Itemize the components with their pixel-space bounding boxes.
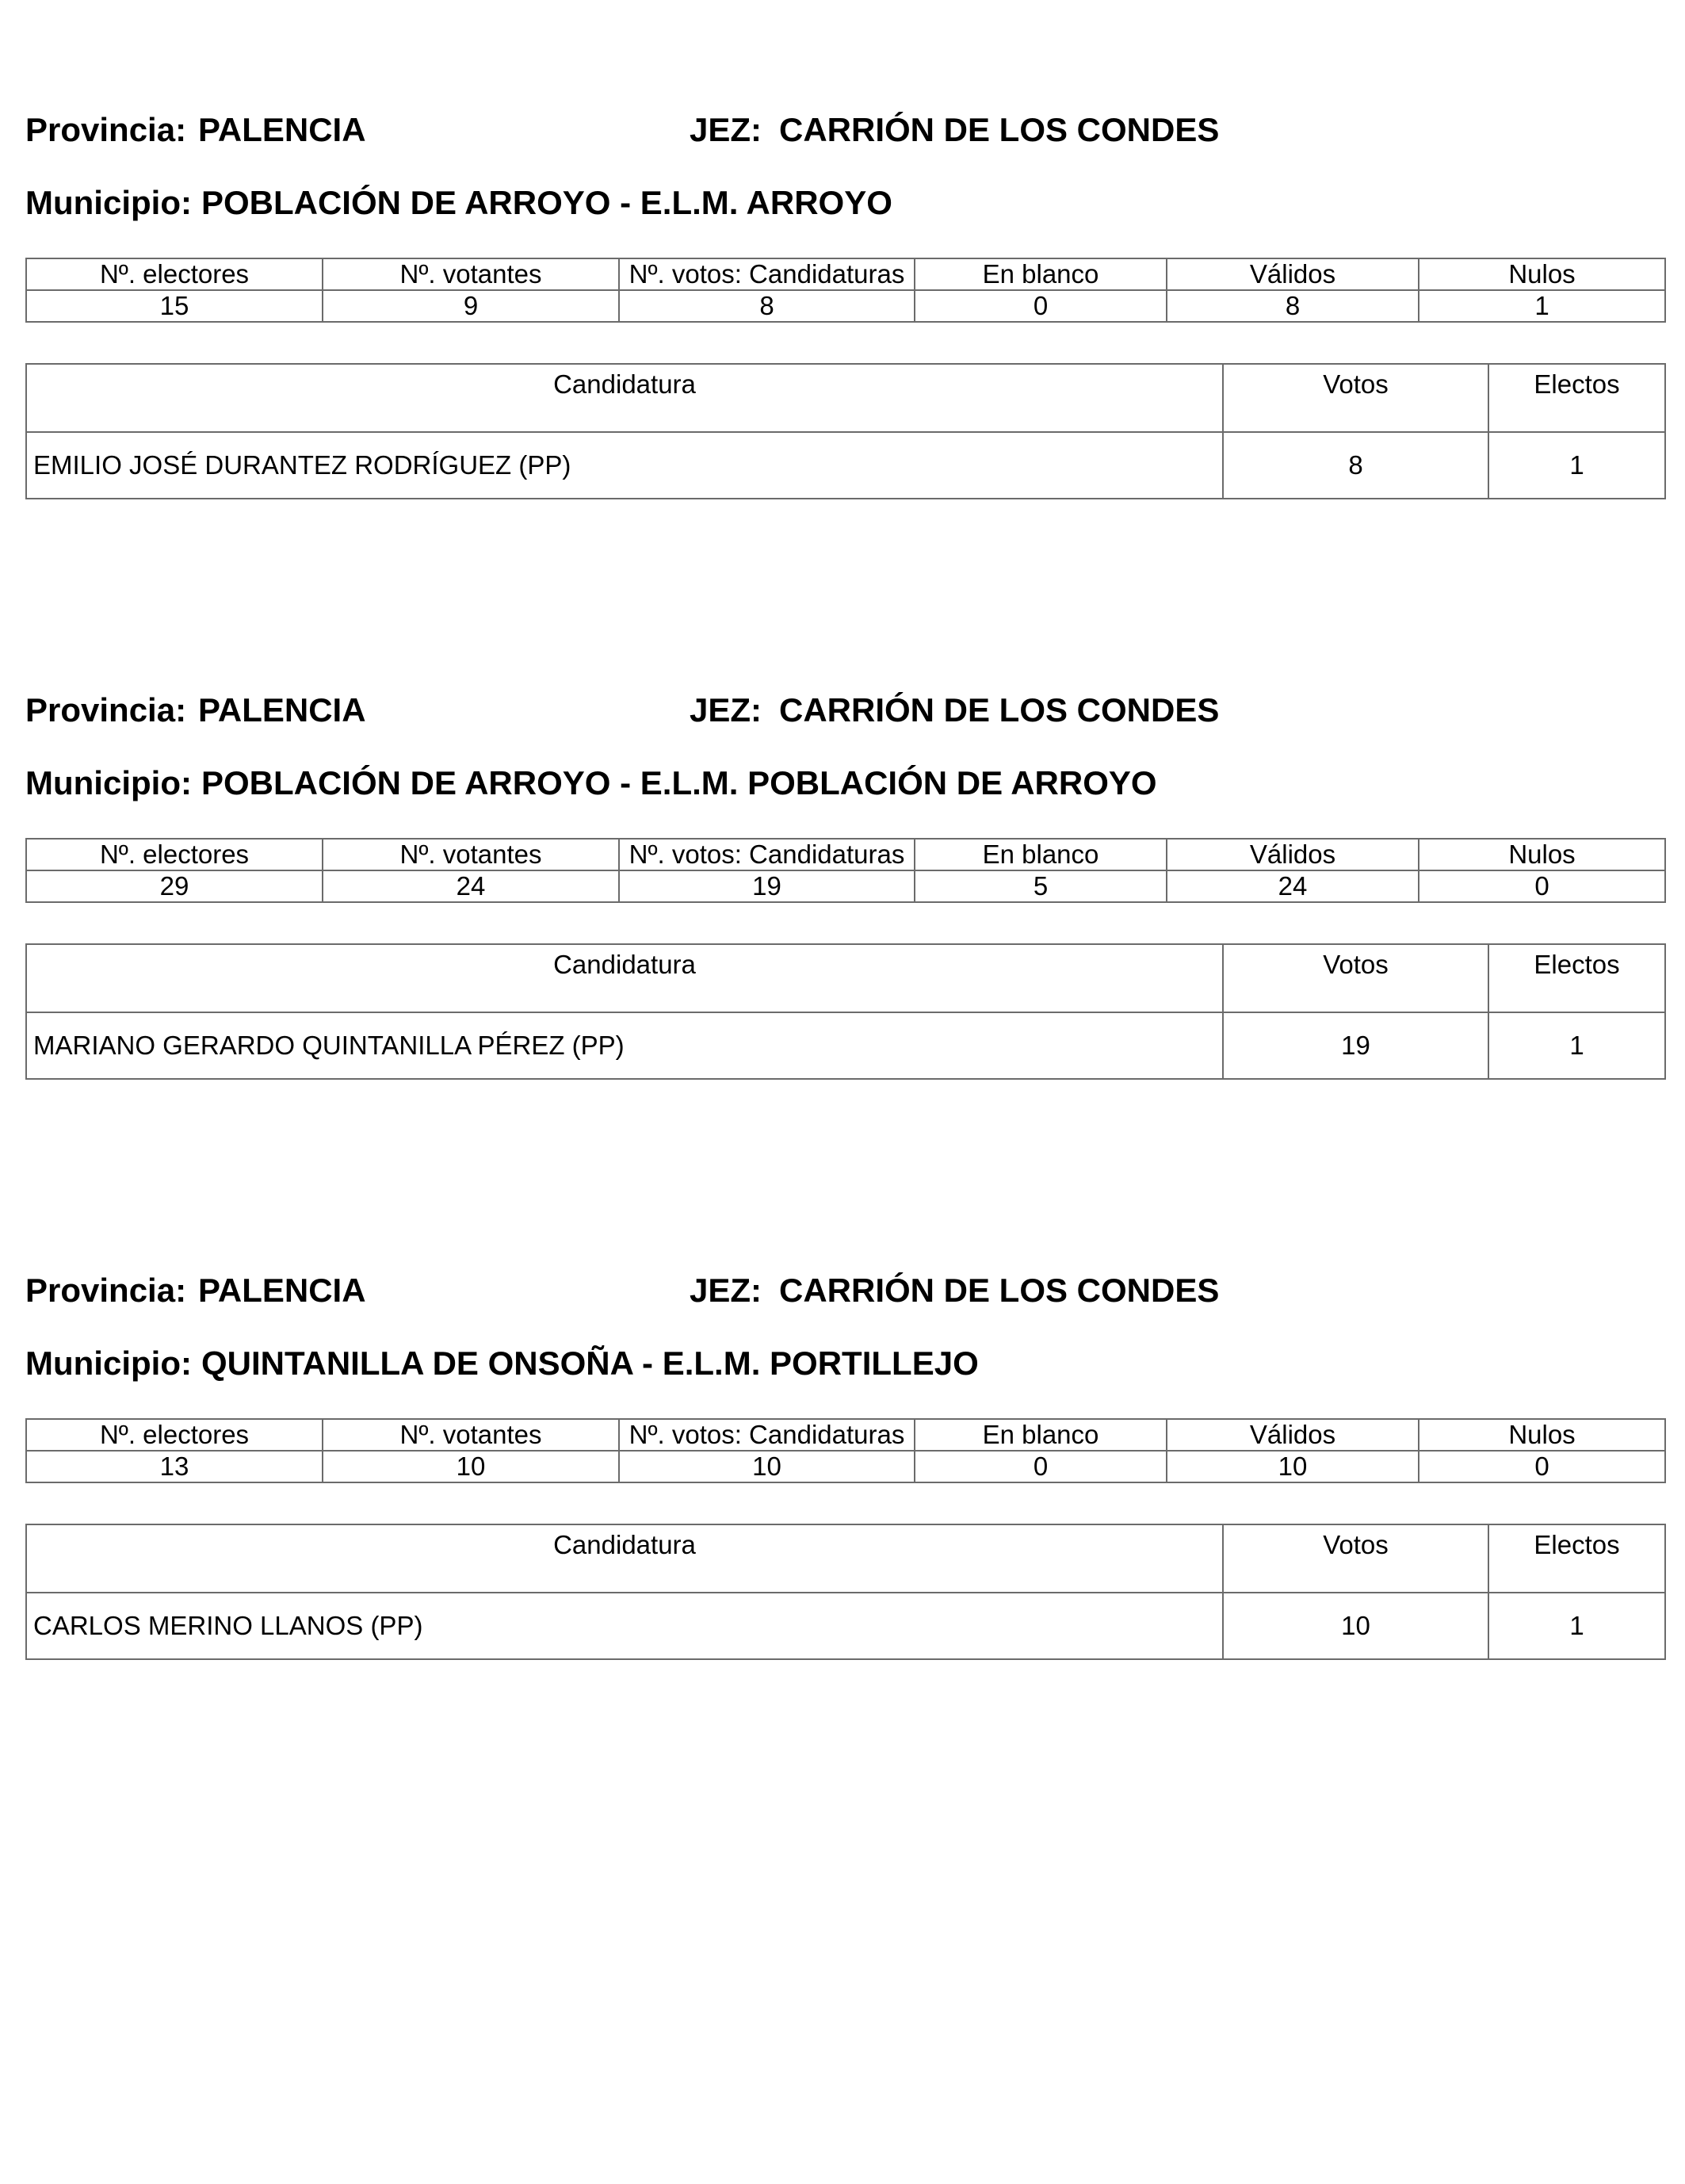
result-section-1 [25, 111, 1664, 480]
votos-header: Votos [1223, 364, 1488, 432]
provincia-value: PALENCIA [198, 111, 366, 148]
votantes-value: 9 [323, 290, 619, 322]
stats-header-row [26, 1419, 1665, 1451]
header-row [25, 1272, 1664, 1319]
electores-header: Nº. electores [26, 1419, 323, 1451]
stats-table [25, 1418, 1666, 1483]
provincia-value: PALENCIA [198, 691, 366, 729]
validos-header: Válidos [1167, 1419, 1419, 1451]
candidatura-header: Candidatura [26, 944, 1223, 1012]
municipio-row [25, 184, 892, 222]
electores-value: 29 [26, 870, 323, 902]
validos-header: Válidos [1167, 839, 1419, 870]
votos-header: Votos [1223, 1524, 1488, 1593]
electos-header: Electos [1488, 1524, 1665, 1593]
votos-candidaturas-header: Nº. votos: Candidaturas [619, 258, 915, 290]
result-section-2 [25, 691, 1664, 1060]
result-section-3 [25, 1272, 1664, 1640]
electos-header: Electos [1488, 944, 1665, 1012]
nulos-header: Nulos [1419, 839, 1665, 870]
electores-value: 15 [26, 290, 323, 322]
stats-header-row [26, 839, 1665, 870]
validos-value: 8 [1167, 290, 1419, 322]
votos-candidaturas-value: 10 [619, 1451, 915, 1482]
municipio-row [25, 1344, 979, 1383]
en-blanco-header: En blanco [915, 839, 1167, 870]
en-blanco-value: 0 [915, 1451, 1167, 1482]
provincia-label: Provincia: [25, 1272, 187, 1309]
header-row [25, 111, 1664, 159]
en-blanco-header: En blanco [915, 1419, 1167, 1451]
provincia-label: Provincia: [25, 111, 187, 148]
header-row [25, 691, 1664, 739]
votantes-header: Nº. votantes [323, 258, 619, 290]
candidate-votos: 10 [1223, 1593, 1488, 1659]
validos-header: Válidos [1167, 258, 1419, 290]
en-blanco-value: 0 [915, 290, 1167, 322]
stats-value-row [26, 1451, 1665, 1482]
jez-label: JEZ: [690, 691, 762, 729]
municipio-value: POBLACIÓN DE ARROYO - E.L.M. POBLACIÓN DE ARROYO [201, 764, 1157, 801]
provincia-value: PALENCIA [198, 1272, 366, 1309]
jez-value: CARRIÓN DE LOS CONDES [779, 691, 1220, 729]
candidate-electos: 1 [1488, 432, 1665, 499]
candidate-name: MARIANO GERARDO QUINTANILLA PÉREZ (PP) [26, 1012, 1223, 1079]
nulos-value: 0 [1419, 870, 1665, 902]
candidates-table [25, 1524, 1666, 1660]
candidates-header-row [26, 1524, 1665, 1593]
stats-table [25, 258, 1666, 323]
votos-candidaturas-header: Nº. votos: Candidaturas [619, 1419, 915, 1451]
candidate-votos: 8 [1223, 432, 1488, 499]
candidates-header-row [26, 364, 1665, 432]
electos-header: Electos [1488, 364, 1665, 432]
candidatura-header: Candidatura [26, 1524, 1223, 1593]
votos-candidaturas-value: 19 [619, 870, 915, 902]
electores-value: 13 [26, 1451, 323, 1482]
provincia-label: Provincia: [25, 691, 187, 729]
votantes-value: 24 [323, 870, 619, 902]
municipio-label: Municipio: [25, 1344, 192, 1382]
jez-label: JEZ: [690, 1272, 762, 1309]
votantes-value: 10 [323, 1451, 619, 1482]
candidate-name: CARLOS MERINO LLANOS (PP) [26, 1593, 1223, 1659]
jez-value: CARRIÓN DE LOS CONDES [779, 1272, 1220, 1309]
validos-value: 24 [1167, 870, 1419, 902]
candidate-votos: 19 [1223, 1012, 1488, 1079]
stats-value-row [26, 870, 1665, 902]
votantes-header: Nº. votantes [323, 839, 619, 870]
candidates-header-row [26, 944, 1665, 1012]
municipio-value: QUINTANILLA DE ONSOÑA - E.L.M. PORTILLEJO [201, 1344, 979, 1382]
candidate-name: EMILIO JOSÉ DURANTEZ RODRÍGUEZ (PP) [26, 432, 1223, 499]
candidate-electos: 1 [1488, 1593, 1665, 1659]
nulos-value: 0 [1419, 1451, 1665, 1482]
validos-value: 10 [1167, 1451, 1419, 1482]
electores-header: Nº. electores [26, 839, 323, 870]
candidates-table [25, 943, 1666, 1080]
municipio-label: Municipio: [25, 764, 192, 801]
en-blanco-value: 5 [915, 870, 1167, 902]
nulos-header: Nulos [1419, 1419, 1665, 1451]
votantes-header: Nº. votantes [323, 1419, 619, 1451]
candidate-electos: 1 [1488, 1012, 1665, 1079]
candidate-row [26, 1012, 1665, 1079]
electores-header: Nº. electores [26, 258, 323, 290]
candidates-table [25, 363, 1666, 499]
nulos-header: Nulos [1419, 258, 1665, 290]
candidate-row [26, 1593, 1665, 1659]
candidate-row [26, 432, 1665, 499]
stats-header-row [26, 258, 1665, 290]
votos-header: Votos [1223, 944, 1488, 1012]
votos-candidaturas-value: 8 [619, 290, 915, 322]
candidatura-header: Candidatura [26, 364, 1223, 432]
jez-label: JEZ: [690, 111, 762, 148]
nulos-value: 1 [1419, 290, 1665, 322]
votos-candidaturas-header: Nº. votos: Candidaturas [619, 839, 915, 870]
municipio-row [25, 764, 1157, 802]
municipio-label: Municipio: [25, 184, 192, 221]
stats-value-row [26, 290, 1665, 322]
jez-value: CARRIÓN DE LOS CONDES [779, 111, 1220, 148]
en-blanco-header: En blanco [915, 258, 1167, 290]
stats-table [25, 838, 1666, 903]
municipio-value: POBLACIÓN DE ARROYO - E.L.M. ARROYO [201, 184, 892, 221]
